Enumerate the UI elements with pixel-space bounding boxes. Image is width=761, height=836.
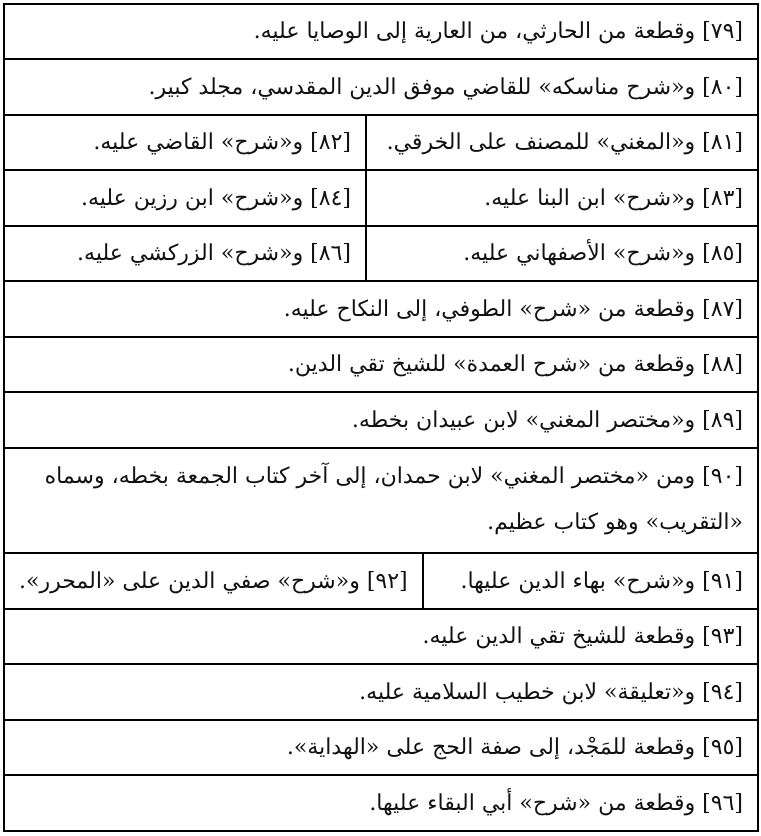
table-row xyxy=(5,227,757,282)
table-row xyxy=(5,665,757,721)
entry-cell: [٩١] و«شرح» بهاء الدين عليها. xyxy=(422,554,757,608)
entry-cell: [٨٧] وقطعة من «شرح» الطوفي، إلى النكاح عليه. xyxy=(283,296,743,322)
table-row xyxy=(5,60,757,116)
table-row xyxy=(5,116,757,171)
entry-cell: [٩٦] وقطعة من «شرح» أبي البقاء عليها. xyxy=(369,790,743,816)
entry-cell: [٨٢] و«شرح» القاضي عليه. xyxy=(93,130,351,155)
entry-cell: [٨٠] و«شرح مناسكه» للقاضي موفق الدين المقدسي، مجلد كبير. xyxy=(148,74,743,100)
entry-cell: [٧٩] وقطعة من الحارثي، من العارية إلى الوصايا عليه. xyxy=(253,19,743,44)
entry-cell: [٨٩] و«مختصر المغني» لابن عبيدان بخطه. xyxy=(351,407,743,433)
entry-cell: [٨٨] وقطعة من «شرح العمدة» للشيخ تقي الدين. xyxy=(287,352,743,377)
table-row xyxy=(5,338,757,393)
entry-cell: [٨٤] و«شرح» ابن رزين عليه. xyxy=(80,185,351,211)
entry-cell: [٩٥] وقطعة للمَجْد، إلى صفة الحج على «الهداية». xyxy=(286,735,743,760)
entry-cell: [٨٦] و«شرح» الزركشي عليه. xyxy=(77,241,351,266)
entry-cell: [٩٤] و«تعليقة» لابن خطيب السلامية عليه. xyxy=(359,679,743,705)
entry-cell: [٨١] و«المغني» للمصنف على الخرقي. xyxy=(365,116,757,169)
table-row xyxy=(5,282,757,338)
table-row xyxy=(5,554,757,610)
table-row xyxy=(5,449,757,554)
table-row xyxy=(5,721,757,776)
entry-cell: [٨٣] و«شرح» ابن البنا عليه. xyxy=(365,171,757,225)
table-row xyxy=(5,5,757,60)
entry-cell: [٩٣] وقطعة للشيخ تقي الدين عليه. xyxy=(422,624,743,649)
table-row xyxy=(5,171,757,227)
table-row xyxy=(5,610,757,665)
entry-cell: [٩٢] و«شرح» صفي الدين على «المحرر». xyxy=(19,568,408,594)
entries-table xyxy=(3,3,759,832)
entry-cell: [٨٥] و«شرح» الأصفهاني عليه. xyxy=(365,227,757,280)
table-row xyxy=(5,393,757,449)
table-row xyxy=(5,776,757,832)
entry-cell: [٩٠] ومن «مختصر المغني» لابن حمدان، إلى آخر كتاب الجمعة بخطه، وسماه «التقريب» وهو كتاب عظيم. xyxy=(44,464,743,535)
